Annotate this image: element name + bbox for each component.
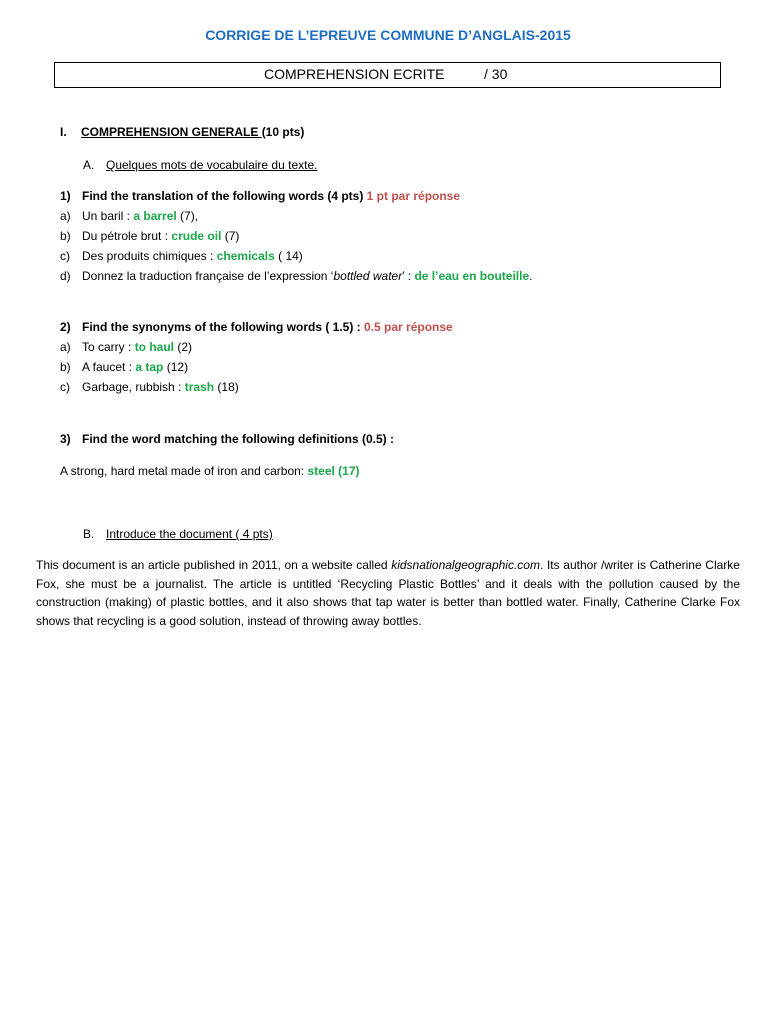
question-2-marker: 2) xyxy=(60,320,71,334)
q1-item-b-suffix: (7) xyxy=(221,229,240,243)
q1-item-a-answer: a barrel xyxy=(133,209,177,223)
part-a-marker: A. xyxy=(83,158,95,172)
q1-item-d-answer: de l’eau en bouteille xyxy=(414,269,530,283)
q1-item-d-prompt-end: ’ : xyxy=(402,269,415,283)
q2-item-b-answer: a tap xyxy=(135,360,164,374)
document-title: CORRIGE DE L’EPREUVE COMMUNE D’ANGLAIS-2015 xyxy=(205,27,571,43)
q2-item-c-marker: c) xyxy=(60,380,70,394)
q1-item-d-line xyxy=(82,269,532,283)
intro-text-2: . Its author /writer is Catherine Clarke Fox, she must be a journalist. The article is untitled ‘Recycling Plastic Bottles’ and it deals with the pollution caused by the construction (making) of plastic bottles, and it also shows that tap water is better than bottled water. Finally, Catherine Clarke Fox shows that recycling is a good solution, instead of throwing away bottles. xyxy=(36,558,740,629)
part-b-marker: B. xyxy=(83,527,95,541)
q1-item-a-line xyxy=(82,209,198,223)
intro-site: kidsnationalgeographic.com xyxy=(391,558,540,572)
q3-definition-line xyxy=(60,464,360,478)
q1-item-b-line xyxy=(82,229,239,243)
q2-item-a-marker: a) xyxy=(60,340,71,354)
q2-item-a-line xyxy=(82,340,192,354)
q1-item-c-line xyxy=(82,249,303,263)
introduction-paragraph xyxy=(36,556,740,631)
part-b-title: Introduce the document ( 4 pts) xyxy=(106,527,273,541)
q2-item-a-suffix: (2) xyxy=(174,340,193,354)
question-2-grading: 0.5 par réponse xyxy=(364,320,453,334)
section-header-box xyxy=(54,62,721,88)
question-1-title: Find the translation of the following words (4 pts) xyxy=(82,189,364,203)
intro-text-1: This document is an article published in 2011, on a website called xyxy=(36,558,392,572)
section-1-title-wrap xyxy=(81,125,304,139)
q1-item-d-prompt: Donnez la traduction française de l’expression ‘ xyxy=(82,269,334,283)
q3-answer: steel (17) xyxy=(307,464,360,478)
q2-item-c-prompt: Garbage, rubbish : xyxy=(82,380,185,394)
q2-item-c-line xyxy=(82,380,239,394)
q3-definition: A strong, hard metal made of iron and carbon: xyxy=(60,464,308,478)
question-3-marker: 3) xyxy=(60,432,71,446)
q1-item-b-answer: crude oil xyxy=(171,229,222,243)
question-1-grading: 1 pt par réponse xyxy=(366,189,461,203)
section-header-score: / 30 xyxy=(484,66,508,82)
q2-item-b-prompt: A faucet : xyxy=(82,360,136,374)
q2-item-b-line xyxy=(82,360,188,374)
q2-item-b-suffix: (12) xyxy=(163,360,189,374)
part-a-title: Quelques mots de vocabulaire du texte. xyxy=(106,158,318,172)
q2-item-c-answer: trash xyxy=(184,380,215,394)
q1-item-a-marker: a) xyxy=(60,209,71,223)
section-1-title: COMPREHENSION GENERALE xyxy=(81,125,262,139)
q1-item-a-suffix: (7), xyxy=(176,209,199,223)
q2-item-a-answer: to haul xyxy=(134,340,175,354)
question-2-title-wrap xyxy=(82,320,453,334)
q1-item-d-italic: bottled water xyxy=(333,269,403,283)
q1-item-b-marker: b) xyxy=(60,229,71,243)
q2-item-b-marker: b) xyxy=(60,360,71,374)
q1-item-c-prompt: Des produits chimiques : xyxy=(82,249,217,263)
section-header-label: COMPREHENSION ECRITE xyxy=(264,66,445,82)
question-3-title: Find the word matching the following definitions (0.5) : xyxy=(82,432,394,446)
q1-item-c-answer: chemicals xyxy=(216,249,275,263)
section-1-points: (10 pts) xyxy=(261,125,305,139)
q2-item-a-prompt: To carry : xyxy=(82,340,135,354)
question-2-title: Find the synonyms of the following words ( 1.5) : xyxy=(82,320,365,334)
question-1-title-wrap xyxy=(82,189,460,203)
q1-item-c-suffix: ( 14) xyxy=(274,249,303,263)
q1-item-a-prompt: Un baril : xyxy=(82,209,134,223)
question-1-marker: 1) xyxy=(60,189,71,203)
section-1-marker: I. xyxy=(60,125,67,139)
q1-item-b-prompt: Du pétrole brut : xyxy=(82,229,172,243)
q1-item-d-marker: d) xyxy=(60,269,71,283)
q2-item-c-suffix: (18) xyxy=(214,380,239,394)
q1-item-c-marker: c) xyxy=(60,249,70,263)
q1-item-d-suffix: . xyxy=(529,269,533,283)
